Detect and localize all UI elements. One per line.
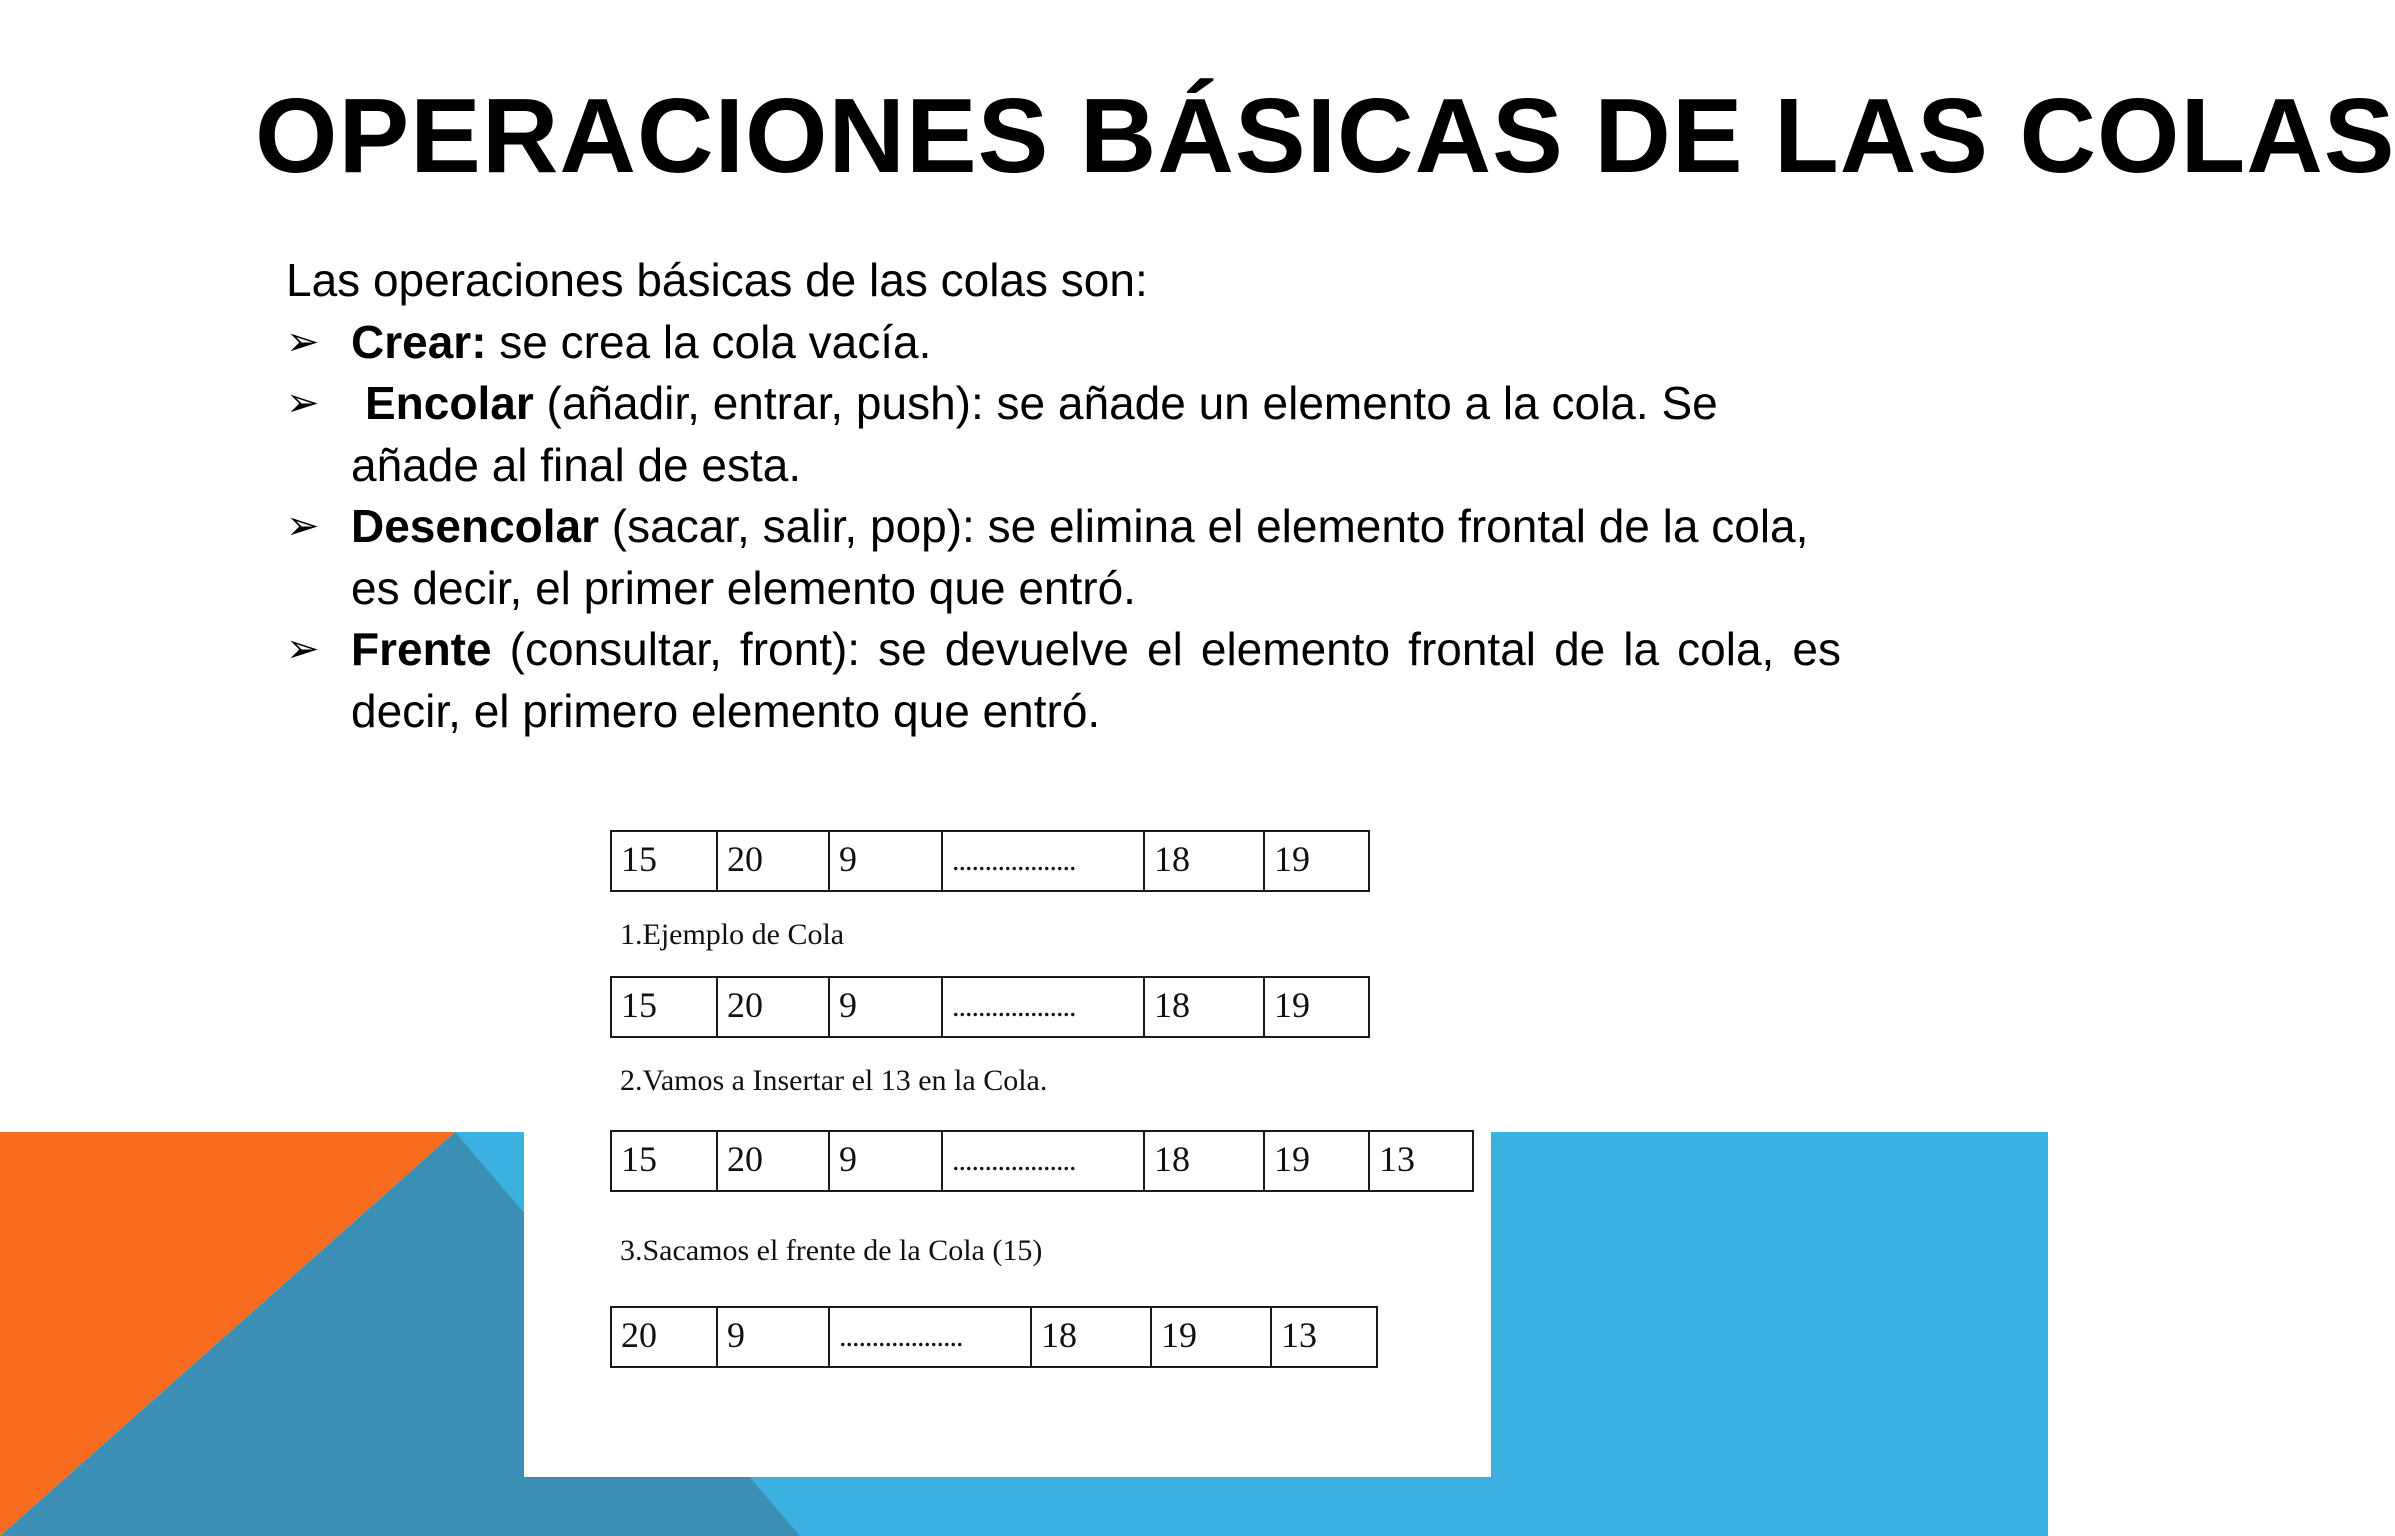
queue-cell: 18 (1032, 1308, 1152, 1366)
queue-cell: 19 (1265, 1132, 1370, 1190)
intro-line: Las operaciones básicas de las colas son: (286, 254, 1148, 306)
figure-caption-3: 3.Sacamos el frente de la Cola (15) (620, 1234, 1043, 1267)
queue-cell: ................... (943, 832, 1145, 890)
bullet-crear (286, 312, 1841, 374)
bullet-term: Encolar (365, 377, 534, 429)
bullet-term: Crear: (351, 315, 487, 368)
queue-cell: 20 (718, 1132, 830, 1190)
queue-cell: 9 (830, 978, 943, 1036)
bullet-text: (añadir, entrar, push): se añade un elemento a la cola. Se añade al final de esta. (351, 377, 1718, 491)
arrowhead-bullet-icon: ➢ (286, 319, 320, 364)
queue-cell: 18 (1145, 832, 1265, 890)
body-text (286, 250, 1841, 742)
queue-cell: 18 (1145, 1132, 1265, 1190)
bullet-encolar (286, 373, 1841, 496)
bullet-term: Frente (351, 623, 492, 675)
queue-row-1 (610, 830, 1370, 892)
queue-cell: 15 (612, 978, 718, 1036)
queue-cell: 15 (612, 1132, 718, 1190)
queue-row-3 (610, 1130, 1474, 1192)
bullet-desencolar (286, 496, 1841, 619)
arrowhead-bullet-icon: ➢ (286, 504, 320, 548)
queue-cell: 19 (1274, 839, 1310, 879)
queue-cell: 9 (830, 832, 943, 890)
queue-cell: 20 (718, 832, 830, 890)
queue-cell: 9 (718, 1308, 830, 1366)
bullet-text: se crea la cola vacía. (486, 315, 932, 368)
queue-cell: ................... (830, 1308, 1032, 1366)
queue-cell: 13 (1281, 1315, 1317, 1355)
queue-cell: 19 (1152, 1308, 1272, 1366)
bullet-term: Desencolar (351, 500, 600, 552)
queue-cell: 13 (1379, 1139, 1415, 1179)
arrowhead-bullet-icon: ➢ (286, 381, 320, 425)
figure-caption-1: 1.Ejemplo de Cola (620, 918, 845, 951)
queue-row-4 (610, 1306, 1378, 1368)
figure-caption-2: 2.Vamos a Insertar el 13 en la Cola. (620, 1064, 1048, 1097)
queue-cell: 19 (1274, 985, 1310, 1025)
arrowhead-bullet-icon: ➢ (286, 627, 320, 671)
queue-cell: 20 (612, 1308, 718, 1366)
queue-cell: 9 (830, 1132, 943, 1190)
bullet-frente (286, 619, 1841, 742)
queue-cell: 18 (1145, 978, 1265, 1036)
queue-row-2 (610, 976, 1370, 1038)
queue-cell: ................... (943, 1132, 1145, 1190)
bullet-text: (consultar, front): se devuelve el elemento frontal de la cola, es decir, el primero elemento que entró. (351, 623, 1841, 737)
slide-title: OPERACIONES BÁSICAS DE LAS COLAS (255, 77, 2395, 195)
queue-cell: 20 (718, 978, 830, 1036)
queue-cell: 15 (612, 832, 718, 890)
bullet-text: (sacar, salir, pop): se elimina el elemento frontal de la cola, es decir, el primer elemento que entró. (351, 500, 1809, 614)
queue-figure (524, 796, 1491, 1477)
queue-cell: ................... (943, 978, 1145, 1036)
